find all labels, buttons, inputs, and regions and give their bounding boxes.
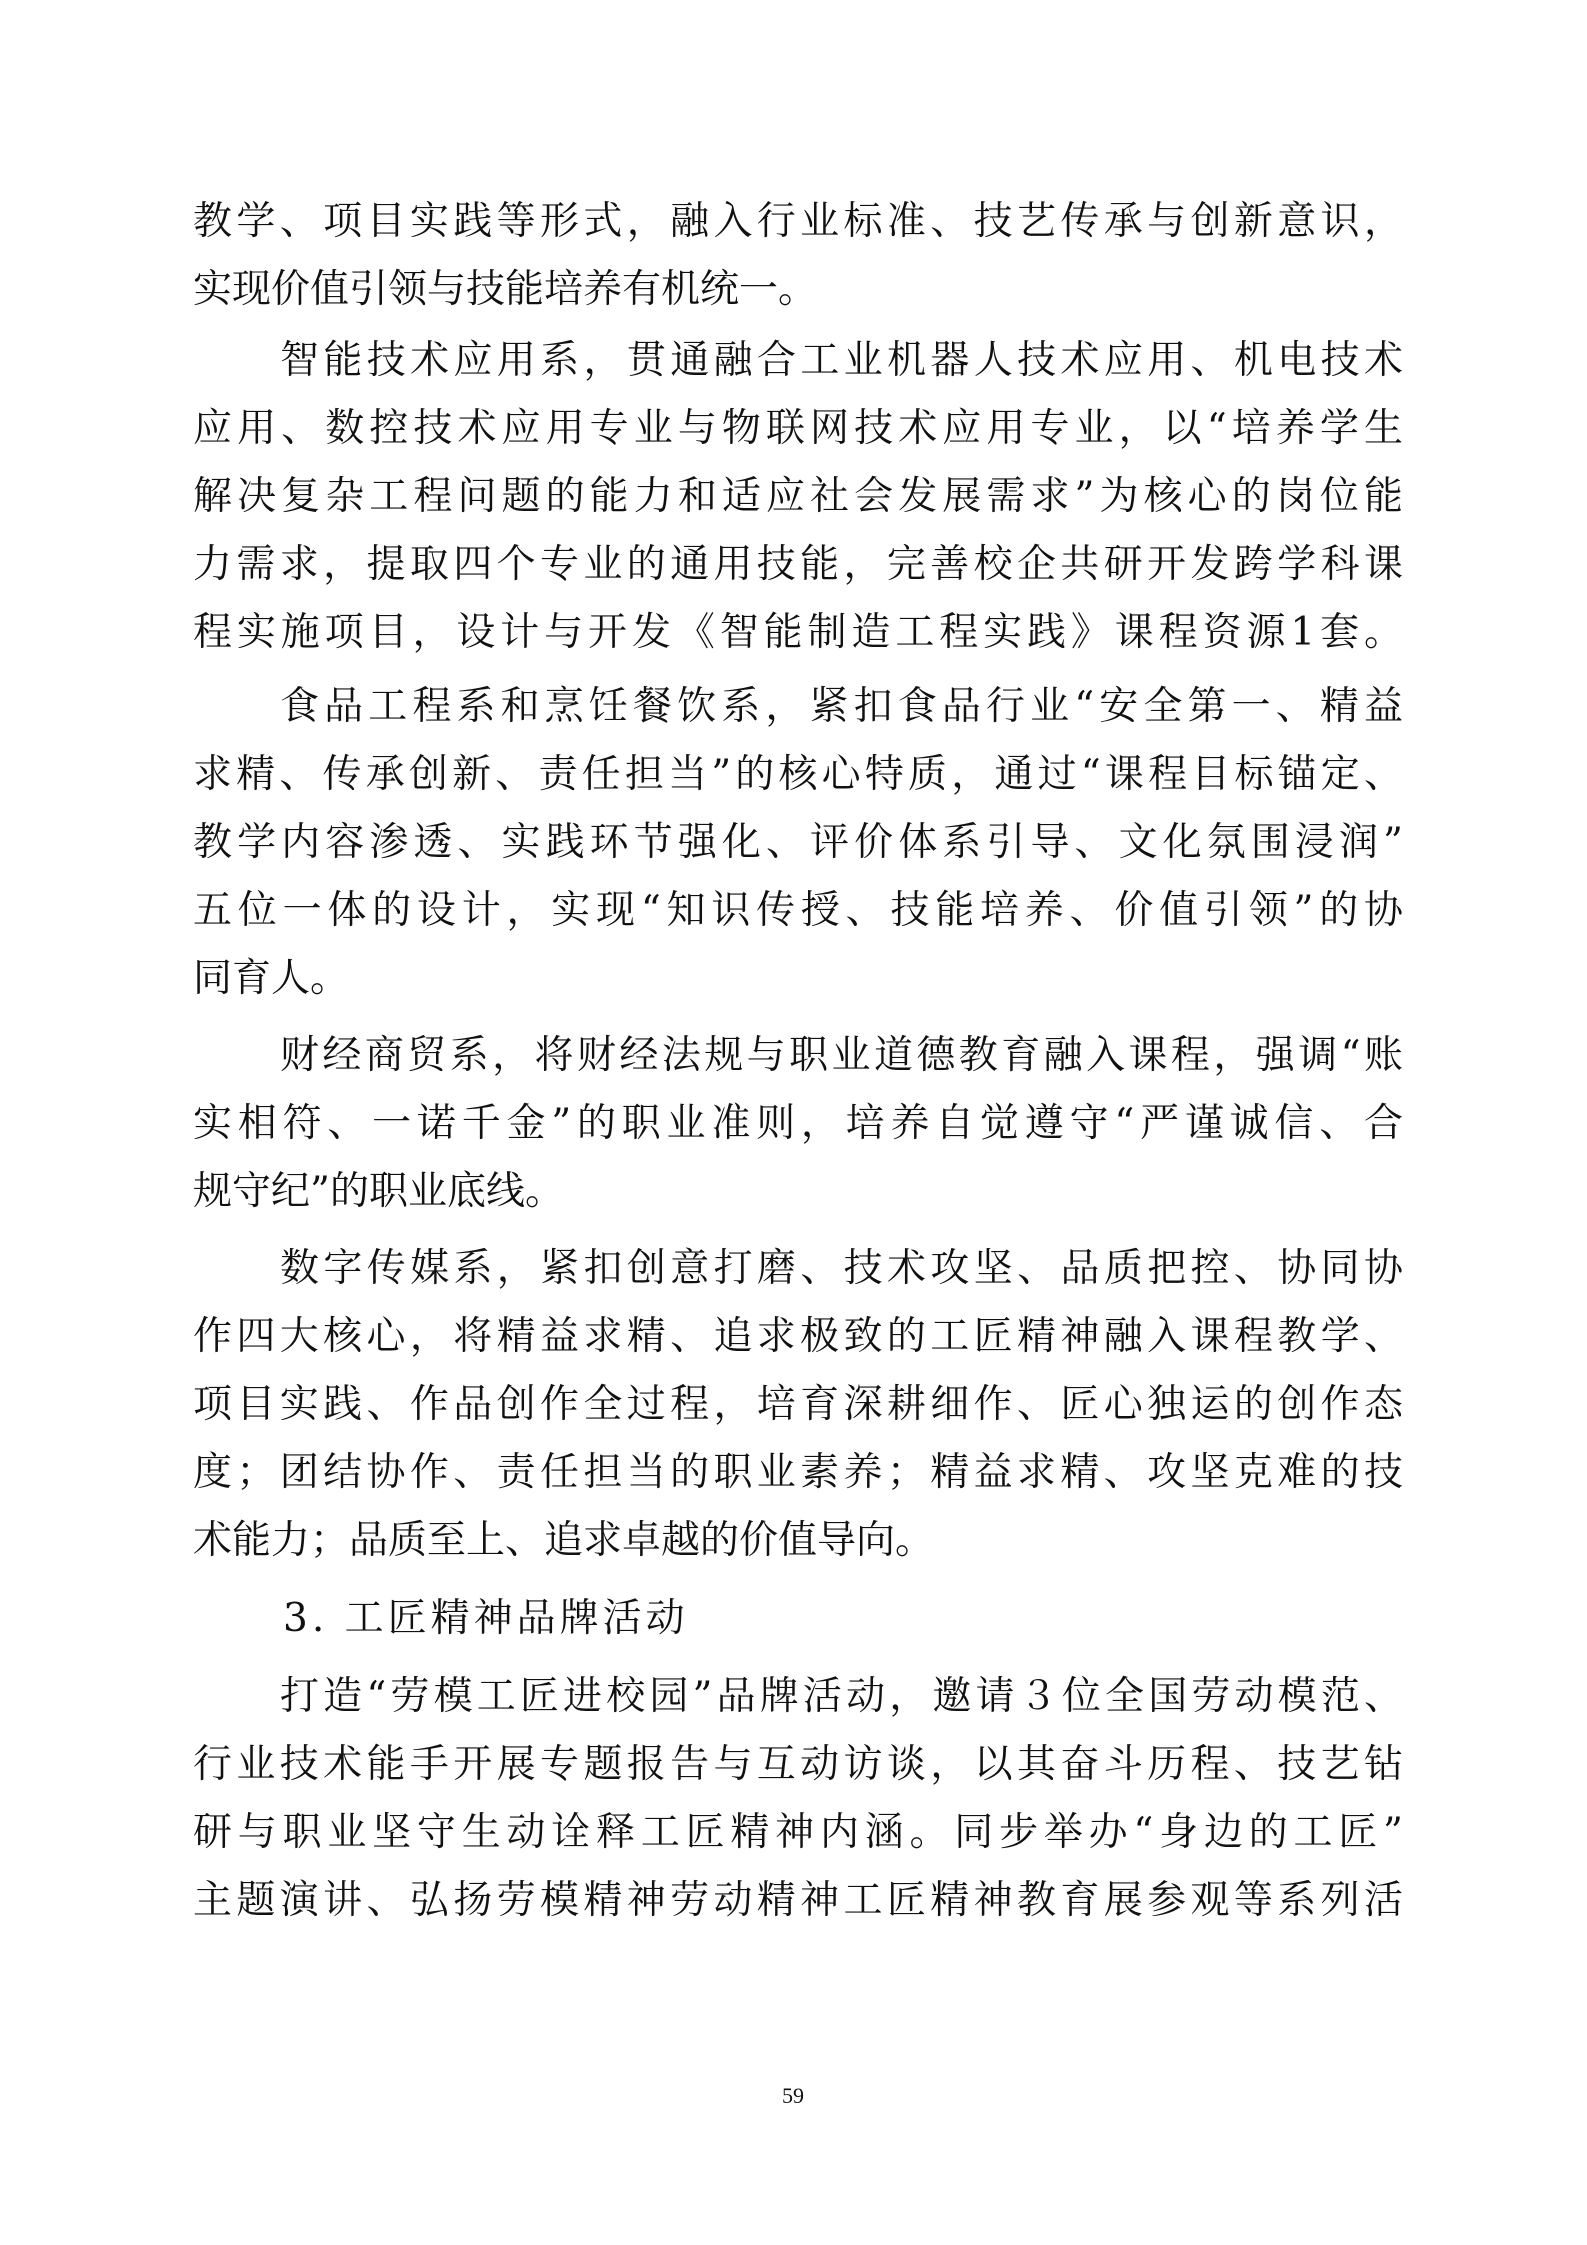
paragraph-line: 解决复杂工程问题的能力和适应社会发展需求”为核心的岗位能 bbox=[193, 474, 1403, 519]
paragraph-line: 术能力；品质至上、追求卓越的价值导向。 bbox=[193, 1518, 935, 1563]
paragraph-line: 项目实践、作品创作全过程，培育深耕细作、匠心独运的创作态 bbox=[193, 1382, 1403, 1427]
paragraph-line: 规守纪”的职业底线。 bbox=[193, 1169, 564, 1214]
paragraph-line: 程实施项目，设计与开发《智能制造工程实践》课程资源1套。 bbox=[193, 610, 1403, 655]
paragraph-line: 数字传媒系，紧扣创意打磨、技术攻坚、品质把控、协同协 bbox=[280, 1246, 1403, 1291]
paragraph-line: 五位一体的设计，实现“知识传授、技能培养、价值引领”的协 bbox=[193, 888, 1403, 933]
paragraph-line: 教学内容渗透、实践环节强化、评价体系引导、文化氛围浸润” bbox=[193, 820, 1403, 865]
paragraph-line: 度；团结协作、责任担当的职业素养；精益求精、攻坚克难的技 bbox=[193, 1450, 1403, 1495]
paragraph-line: 行业技术能手开展专题报告与互动访谈，以其奋斗历程、技艺钻 bbox=[193, 1742, 1403, 1787]
page-number: 59 bbox=[782, 2083, 804, 2108]
paragraph-line: 作四大核心，将精益求精、追求极致的工匠精神融入课程教学、 bbox=[193, 1314, 1403, 1359]
paragraph-line: 研与职业坚守生动诠释工匠精神内涵。同步举办“身边的工匠” bbox=[193, 1810, 1403, 1855]
paragraph-line: 应用、数控技术应用专业与物联网技术应用专业，以“培养学生 bbox=[193, 406, 1403, 451]
paragraph-line: 财经商贸系，将财经法规与职业道德教育融入课程，强调“账 bbox=[280, 1033, 1403, 1078]
paragraph-line: 主题演讲、弘扬劳模精神劳动精神工匠精神教育展参观等系列活 bbox=[193, 1878, 1403, 1923]
paragraph-line: 教学、项目实践等形式，融入行业标准、技艺传承与创新意识， bbox=[193, 199, 1403, 244]
paragraph-line: 打造“劳模工匠进校园”品牌活动，邀请３位全国劳动模范、 bbox=[280, 1674, 1403, 1719]
paragraph-line: 实相符、一诺千金”的职业准则，培养自觉遵守“严谨诚信、合 bbox=[193, 1101, 1403, 1146]
paragraph-line: 力需求，提取四个专业的通用技能，完善校企共研开发跨学科课 bbox=[193, 542, 1403, 587]
section-heading: 3. 工匠精神品牌活动 bbox=[283, 1596, 689, 1641]
paragraph-line: 求精、传承创新、责任担当”的核心特质，通过“课程目标锚定、 bbox=[193, 752, 1403, 797]
paragraph-line: 食品工程系和烹饪餐饮系，紧扣食品行业“安全第一、精益 bbox=[280, 684, 1403, 729]
paragraph-line: 智能技术应用系，贯通融合工业机器人技术应用、机电技术 bbox=[280, 338, 1403, 383]
paragraph-line: 同育人。 bbox=[193, 956, 350, 1001]
paragraph-line: 实现价值引领与技能培养有机统一。 bbox=[193, 267, 818, 312]
